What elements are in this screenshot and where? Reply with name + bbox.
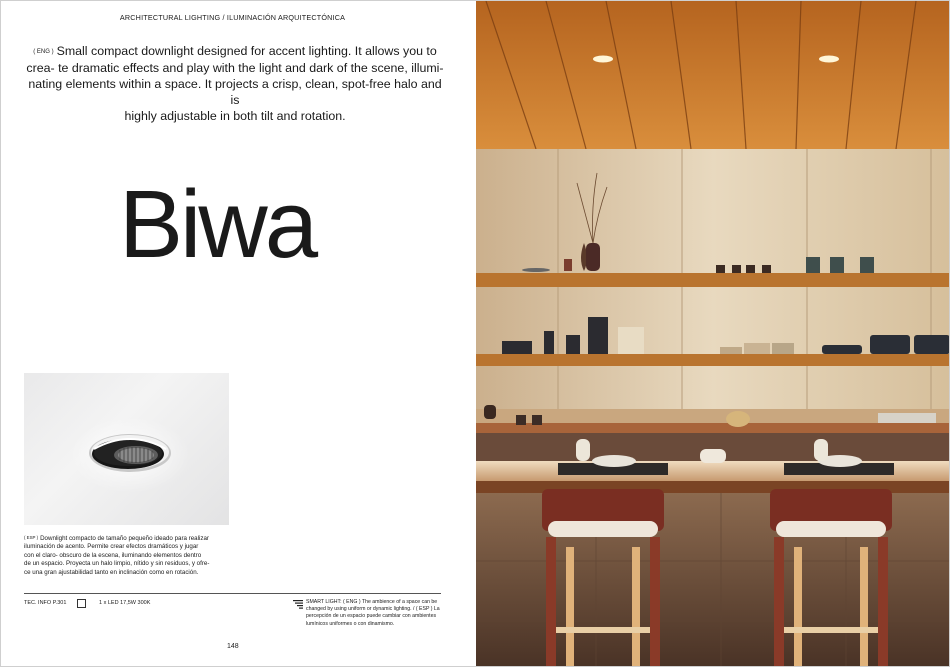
page-number: 148 [227, 643, 239, 650]
lang-tag-eng: ( ENG ) [33, 49, 54, 55]
section-header: ARCHITECTURAL LIGHTING / ILUMINACIÓN ARQUITECTÓNICA [119, 13, 346, 22]
smart-line: changed by using uniform or dynamic lighting. / ( ESP ) La [306, 606, 440, 613]
smart-line: percepción de un espacio puede cambiar con ambientes [306, 613, 437, 620]
tec-info-link[interactable]: TEC. INFO P.301 [24, 600, 67, 606]
esp-line: de un espacio. Proyecta un halo limpio, nítido y sin residuos, y ofre- [24, 560, 210, 568]
description-esp [24, 534, 234, 577]
left-page [1, 1, 476, 666]
smart-line: lumínicos uniformes o con dinamismo. [306, 620, 395, 627]
esp-line: Downlight compacto de tamaño pequeño ideado para realizar [40, 535, 209, 542]
intro-line: nating elements within a space. It projects a crisp, clean, spot-free halo and is [28, 77, 442, 107]
intro-line: crea- te dramatic effects and play with the light and dark of the scene, illumi- [26, 61, 444, 75]
lang-tag-esp: ( ESP ) [24, 535, 39, 540]
product-title: Biwa [119, 171, 316, 278]
esp-line: ce una gran ajustabilidad tanto en inclinación como en rotación. [24, 568, 199, 576]
interior-photo [476, 1, 950, 666]
restaurant-interior-image [476, 1, 950, 666]
smart-light-icon [293, 599, 303, 609]
intro-text-eng [25, 43, 445, 124]
esp-line: con el claro- obscuro de la escena, iluminando elementos dentro [24, 551, 202, 559]
spec-text: 1 x LED 17,5W 300K [99, 600, 151, 606]
product-photo [24, 373, 229, 525]
esp-line: iluminación de acento. Permite crear efectos dramáticos y jugar [24, 543, 199, 551]
smart-light-text [306, 599, 448, 628]
checkbox-icon [77, 599, 86, 608]
downlight-image [24, 373, 229, 525]
footer-divider [24, 593, 441, 594]
intro-line: Small compact downlight designed for accent lighting. It allows you to [56, 44, 437, 58]
smart-line: SMART LIGHT: ( ENG ) The ambience of a space can be [306, 599, 438, 605]
intro-line: highly adjustable in both tilt and rotation. [124, 109, 346, 123]
